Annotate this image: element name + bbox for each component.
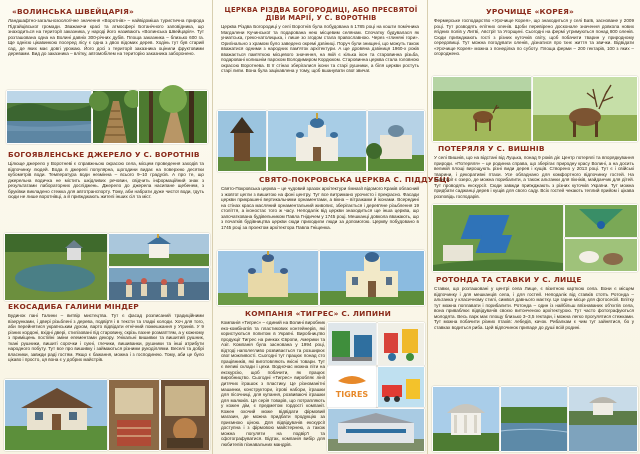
photo-forest-path [138, 90, 208, 144]
photo-pokrova-church-1 [217, 250, 319, 306]
photo-forest-stairs [92, 90, 138, 144]
photo-lake-forest [6, 90, 92, 144]
section-title-pokrova-church: СВЯТО-ПОКРОВСЬКА ЦЕРКВА С. ПІДДУБЦІ [259, 175, 450, 184]
photo-peacock [564, 204, 638, 238]
section-text-nativity-church: Церква Різдва Богородиці у селі Воротнів була побудована в 1785 році на кошти помічника Магдалени Кучинської та подарована нею місцевим селянам. Спочатку будувалася як униатська, греко-католицька, і лише зо згодом стала православною. Через «глиняні гори». Оригінально з храмом було заведено окремі дзвіниці. Поруч були знищені, що можуть також вважатися одними з народних пам'яток архітектури. А ще дровяна дзвіниця 1960-х років вважається пам'яткою місцевого значення, на якій є кілька ікон та старовинна різьба, подаровані колишнім парохом Володимиром Кордюком. Старовинна церква стала головною окрасою Воротнева. В її стінах зберігалися ікони та старі рушники, а біля церкви ростуть старі липи. Вона була зацікавлена у тому, щоб вшанувати свої звичаї. [221, 24, 419, 74]
section-title-nativity-church: ЦЕРКВА РІЗДВА БОГОРОДИЦІ, АБО ПРЕСВЯТОЇ ДІВИ МАРІЇ, У С. ВОРОТНІВ [224, 6, 418, 22]
section-title-koreya: УРОЧИЩЕ «КОРЕЯ» [486, 7, 575, 16]
column-left [0, 0, 213, 454]
photo-spring-pool [4, 233, 108, 301]
section-title-rotunda: РОТОНДА ТА СТАВКИ У С. ЛИЩЕ [436, 275, 582, 284]
section-text-eco-estate: Будинок пані Галини – витвір мистецтва. Тут є фасад розписаний традиційними візерунками, і двері різьблені з дерева, подвір'я і в тексти та гладкі колоди. Хоч для того, аби перейнятися українським духом, варто відвідати етнічний помешкання у Угринів. У 9 різних кордоні, вхідні двері, стилізовані під старовину, скрізь пахне розмаїттям, а у кожному з приміщень постійні зміни елементами декору. Унікальні вишивки та вишитий рушник, ткані рушники, вишиті сорочки і сукні, глечики, вишиванки, рушники та інші атрибути народного побуту. Тут все про вишивку і займаються різними рукоділлями. Веселі та добрі власники, завжди раді гостям. Якщо є бажання, можна і з господинею. Тому, аби це було цікаво і просто, ця вона є у добрих майстрів. [8, 313, 204, 363]
section-text-poteryalya: У селі Вишнів, що на відстані від Луцька, понад 9 років діє Центр потерялі та впорядкування природи. «Потеряля» – це родинна справа, що зберігає природну красу Волині, а на досить великій площі вирощують різні види дерев і кущів. Створено у 2013 році. Тут є і свійські тварини, і декоративні птахи. Усе обладнано для комфортного відпочинку гостей. На території є озеро, де можна порибалити, а також альтанки для пікніків, майданчик для дітей. Тут проводять екскурсії. Сюди завжди приїжджають з різних куточків України. Тут можна придбати саджанці дерев і кущів для свого саду. Всіх гостей чекають теплий прийом і цікава розповідь господарів. [434, 155, 634, 199]
section-text-volyn-switzerland: Ландшафтно-загальнозоологічне значення «Воротнів» – найвідоміша туристична природа Підгайцівської громади. Зважаючи красі та атмосфері Ботанічного заповідника, що знаходиться на території заказника, у народі його називають «Волинська Швейцарія». Тут розташована одна на Волині давніх 300-річних дубів. Площа заказника – близько 600 га. Ще однією цікавинкою посеред лісу є одна з двох відомих дерев. Ходінь тут був старий сад, де яких має довгі урожаю. Його досі з території заказника оцінили фруктовими деревами. Вид до заказника – влітку, автомобілем на територію заказника заборонено. [8, 18, 204, 57]
column-right [428, 0, 640, 454]
section-title-eco-estate: ЕКОСАДИБА ГАЛИНИ МІНДЕР [8, 302, 139, 311]
column-middle [213, 0, 450, 454]
photo-pokrova-church-2 [319, 250, 425, 306]
photo-rotunda [432, 386, 500, 452]
section-title-spring: БОГОЯВЛЕНСЬКЕ ДЖЕРЕЛО У С. ВОРОТНІВ [8, 150, 200, 159]
section-title-tigres: КОМПАНІЯ «ТИГРЕС» С. ЛИПИНИ [245, 309, 391, 318]
section-title-volyn-switzerland: «ВОЛИНСЬКА ШВЕЙЦАРІЯ» [12, 7, 134, 16]
photo-wooden-belfry [217, 110, 267, 172]
section-text-tigres: Компанія «Тигрес» – єдиний на Волині виробник еко-комбінатів та пластикових контейнерів, які користуються попитом в Україні. Виробництво продукції Тигрес на ринках Європи, Америки та Азії. Компанія була заснована у 1994 році, відтоді наполегливо розвивається та розширює свої можливості. Сьогодні тут працює понад сто працівників, які виготовляють якісні товари. Тут є великі склади і цехи. Водночас можна піти на екскурсію, щоб побачити, як працює виробництво. Сьогодні «Тигрес» виробляє лінії дитячих іграшок з пластику. Це різноманітні машинки, конструктори, ігрові набори, іграшки для пісочниці, для купання, розвиваючі іграшки для малюків. Ця серія товарів, що потрапляють у кожен дім, є предметом гордості компанії. Кожен охочий може відвідати фірмовий магазин, де можна придбати продукцію за приємною ціною. Для відвідувачів екскурсії доступна і з фірмовою майстернею, а також можна погуляти на подвір'ї та сфотографуватися. Відтак, компанія вибір для любителів пізнавальних мандрів. [221, 320, 325, 448]
photo-tigres-products [377, 322, 425, 366]
photo-farm-animals [564, 238, 638, 272]
photo-church-side [367, 110, 425, 172]
section-text-koreya: Фермерське господарство «Урочище Корея», що знаходиться у селі Баїв, засноване у 2009 році. Тут розводять елітних оленів. Щоби перевірено досконале значення довкола нових ягідних полів у Литві, Австрії та Угорщині. Сьогодні на фермі утримуються понад 800 оленів. Сюди приїжджають гості з різних куточків світу, щоб побачити тварин у природному середовищі. Тут можна погодувати оленів, дізнатися про їхнє життя та звички. Відвідати «Урочище Корея» можна з понеділка по суботу. Площа ферми – 200 гектарів, 100 з яких – огороджено. [434, 18, 634, 57]
photo-tigres-containers [327, 322, 377, 366]
photo-eco-interior-1 [108, 379, 160, 451]
photo-aerial-farm [432, 204, 564, 272]
photo-nativity-church [267, 110, 367, 172]
section-text-rotunda: Ставки, що розташовані у центрі села Лище, є візитною карткою села. Вони є місцем відпочинку і для мешканців села, і для гостей. Неподалік від ставків стоїть Ротонда – альтанка у класичному стилі, символ давнього маєтку. Це гарне місце для фотосесій. Влітку тут можна поплавати і порибалити. Ротонда – один із найбільш впізнаваних об'єктів села, вона приваблює відвідувачів своєю витонченою архітектурою. Тут часто фотографуються молодята. Весь парк має площу близько 3–3,5 гектари, і можна легко прогулятися стежками. Тут можна побачити різних птахів: лебедів, качок. Рибалкам є чим тут зайнятися, бо у ставках водиться риба. Цей відпочинок припаде до душі всій родині. [434, 286, 634, 330]
photo-deer-antlers [532, 76, 638, 142]
photo-chapel-spring [108, 233, 210, 267]
section-text-pokrova-church: Свято-Покровська церква – це чудовий зразок архітектури гімназії відомого Краків обласний з жовтої цегли з вишитою на фоні центру. Тут все витримано урочисто і прекрасно. Фасади церкви прикрашені вертикальними орнаментами, а вікна – вітражами й іконами. Всередині на стінах краса масляний орнаментальний живопис, зберігається і дерев'яне різьблення 19 століття, а іконостас того ж часу. Неподалік від церкви знаходиться ще інша церква, що започаткована будівельником Павла Гнідичем у 1745 році. Мешканці довкола вважають, що з початків будівництва церкви сюди приходили люди за допомогою. Церкву побудовано в 1745 році за проектом архітектора Павла Гніщенка. [221, 186, 419, 230]
svg-text:TIGRES: TIGRES [335, 390, 369, 399]
photo-eco-interior-2 [160, 379, 210, 451]
tigres-logo [327, 366, 377, 408]
section-text-spring: Цілюще джерело у Воротневі є справжньою окрасою села, місцем проведення заходів та відпочинку людей. Вода в джерелі популярна, щогодини видає на поверхню десятки кубометрів води. Температура води незмінна – всього 9–10 градусів. А про те, що джерельна водичка не містить шкідливих речовин, свідчить інформаційний знак з результатами лабораторних досліджень. Джерело до джерела насипане щебенем, з бруківки викладено стежка для автотранспорту. Тому, аби набрати дуже чистої води, їдуть сюди не лише воротнівці, а й приїжджають жителі інших сіл та міст. [8, 161, 204, 200]
section-title-poteryalya: ПОТЕРЯЛЯ У С. ВИШНІВ [438, 144, 545, 153]
photo-tigres-factory [327, 408, 425, 452]
photo-tigres-toys [377, 366, 425, 408]
photo-pond-winter [568, 386, 638, 452]
photo-spring-crowd [108, 267, 210, 301]
photo-eco-house [4, 379, 108, 451]
photo-deer-field [432, 76, 532, 142]
photo-pond [500, 386, 568, 452]
